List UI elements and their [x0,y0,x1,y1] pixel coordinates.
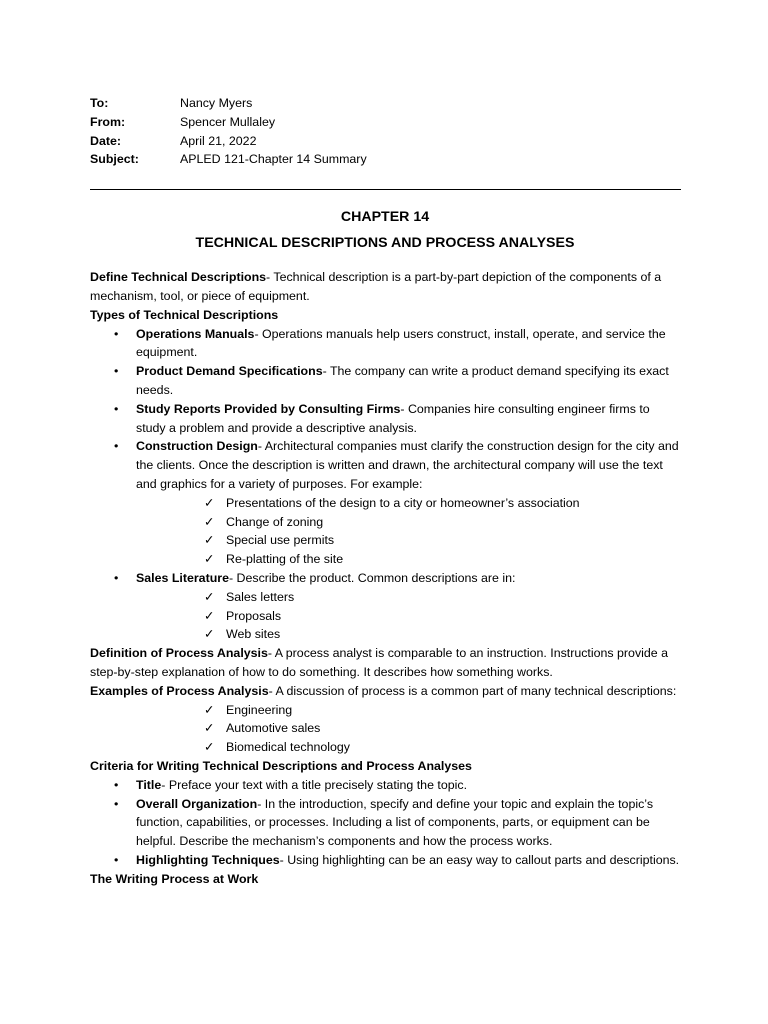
writing-process-heading: The Writing Process at Work [90,871,259,886]
criteria-term: Title [136,777,162,792]
list-item [90,400,680,438]
memo-header [90,94,680,169]
checkmark-icon: ✓ [204,702,215,717]
criteria-heading: Criteria for Writing Technical Descriptions and Process Analyses [90,758,472,773]
type-text: - Operations manuals help users construct, install, operate, and service the equipment. [136,326,666,360]
type-term: Operations Manuals [136,326,255,341]
criteria-text: - In the introduction, specify and define your topic and explain the topic’s function, capabilities, or processes. Including a list of components, parts, or equipment can be helpful. Describe the mechanism’s components and how the process works. [136,796,654,849]
list-item [90,701,680,720]
example-text: Change of zoning [226,514,324,529]
header-divider [90,189,681,190]
memo-subject-label: Subject: [90,152,139,167]
examples-process-analysis [90,682,680,701]
example-text: Presentations of the design to a city or homeowner’s association [226,495,580,510]
type-text: - Architectural companies must clarify the construction design for the city and the clients. Once the description is written and drawn, the architectural company will use the text and graphics for a variety of purposes. For example: [136,439,679,491]
list-item [90,550,680,569]
chapter-title: CHAPTER 14 [340,209,430,226]
memo-date-value: April 21, 2022 [180,133,257,148]
list-item [90,362,680,400]
list-item [90,795,680,851]
example-text: Re-platting of the site [226,552,344,567]
document-body [90,268,680,888]
list-item [90,607,680,626]
example-text: Biomedical technology [226,740,350,755]
sales-examples-list [90,588,680,644]
list-item [90,531,680,550]
checkmark-icon: ✓ [204,514,215,529]
checkmark-icon: ✓ [204,627,215,642]
checkmark-icon: ✓ [204,608,215,623]
checkmark-icon: ✓ [204,589,215,604]
checkmark-icon: ✓ [204,533,215,548]
example-text: Proposals [226,608,282,623]
criteria-text: - Preface your text with a title precisely stating the topic. [161,777,468,792]
sales-text: - Describe the product. Common descriptions are in: [228,570,516,585]
memo-from-label: From: [90,114,126,129]
list-item [90,851,680,870]
type-text: - The company can write a product demand specifying its exact needs. [136,364,669,397]
checkmark-icon: ✓ [204,721,215,736]
memo-date-label: Date: [90,133,121,148]
type-text: - Companies hire consulting engineer firms to study a problem and provide a descriptive analysis. [136,401,650,435]
example-text: Engineering [226,702,293,717]
list-item [90,569,680,588]
list-item [90,513,680,532]
examples-process-analysis-term: Examples of Process Analysis [90,683,269,698]
checkmark-icon: ✓ [204,552,215,567]
define-technical-descriptions-text: - Technical description is a part-by-part depiction of the components of a mechanism, tool, or piece of equipment. [90,270,662,303]
list-item [90,437,680,493]
define-technical-descriptions [90,268,680,306]
list-item [90,719,680,738]
list-item [90,325,680,363]
example-text: Web sites [226,627,281,642]
checkmark-icon: ✓ [204,495,215,510]
type-term: Product Demand Specifications [136,364,323,379]
memo-to-label: To: [90,96,109,110]
examples-process-analysis-text: - A discussion of process is a common part of many technical descriptions: [268,683,677,698]
type-term: Construction Design [136,439,258,454]
list-item [90,738,680,757]
chapter-subtitle: TECHNICAL DESCRIPTIONS AND PROCESS ANALYSES [195,235,575,252]
example-text: Special use permits [226,533,335,548]
criteria-term: Overall Organization [136,796,258,811]
types-list [90,325,680,494]
definition-process-analysis-term: Definition of Process Analysis [90,646,268,661]
criteria-term: Highlighting Techniques [136,852,280,867]
criteria-text: - Using highlighting can be an easy way to callout parts and descriptions. [279,852,680,867]
memo-subject-value: APLED 121-Chapter 14 Summary [180,152,367,167]
define-technical-descriptions-term: Define Technical Descriptions [90,270,267,285]
construction-examples-list [90,494,680,569]
list-item [90,776,680,795]
type-term: Study Reports Provided by Consulting Firms [136,401,401,416]
list-item [90,588,680,607]
example-text: Automotive sales [226,721,321,736]
criteria-list [90,776,680,870]
sales-term: Sales Literature [136,570,229,585]
list-item [90,494,680,513]
sales-list [90,569,680,588]
definition-process-analysis [90,644,680,682]
types-heading: Types of Technical Descriptions [90,307,279,322]
memo-from-value: Spencer Mullaley [180,114,276,129]
example-text: Sales letters [226,589,295,604]
list-item [90,625,680,644]
memo-to-value: Nancy Myers [180,96,253,110]
process-analysis-examples-list [90,701,680,757]
checkmark-icon: ✓ [204,740,215,755]
definition-process-analysis-text: - A process analyst is comparable to an instruction. Instructions provide a step-by-step explanation of how to do something. It describes how something works. [90,646,669,679]
